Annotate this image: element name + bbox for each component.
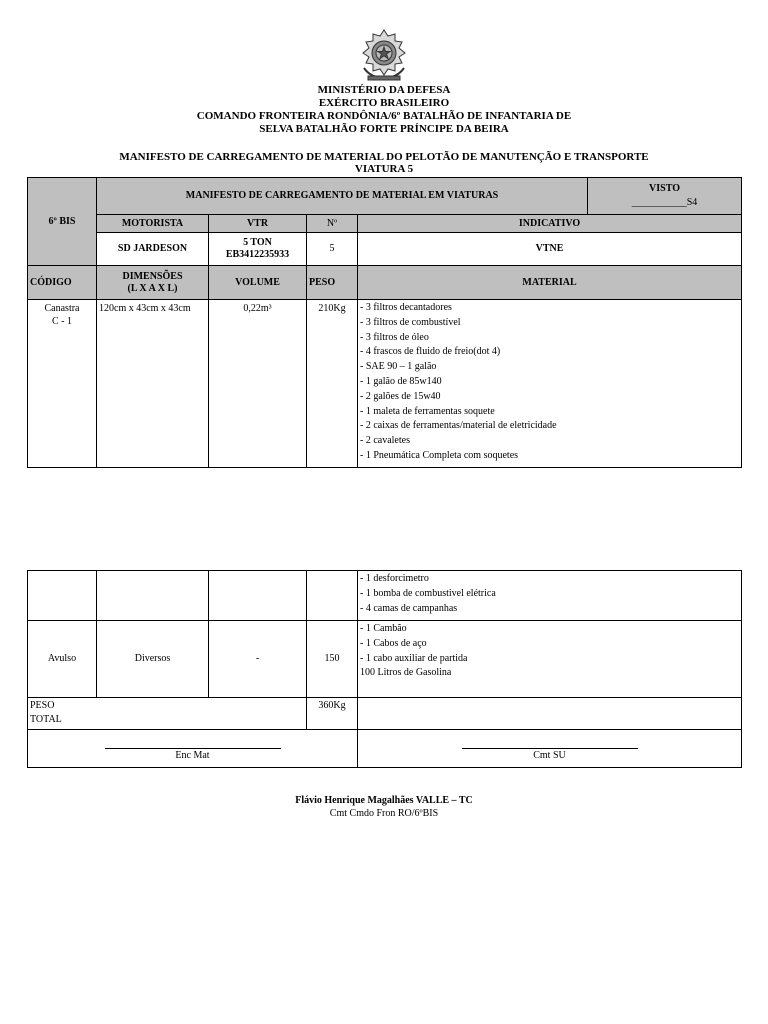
empty-cell xyxy=(209,571,307,621)
peso-total-label xyxy=(28,698,307,730)
material-item: - 4 frascos de fluido de freio(dot 4) xyxy=(360,346,501,358)
empty-cell xyxy=(358,698,742,730)
empty-cell xyxy=(307,571,358,621)
total-row xyxy=(28,698,742,730)
visto-label: VISTO xyxy=(649,183,680,194)
signatory-name: Flávio Henrique Magalhães VALLE – TC xyxy=(295,795,473,806)
col-material: MATERIAL xyxy=(358,266,742,300)
signature-label: Cmt SU xyxy=(533,750,566,761)
material-item: - 1 maleta de ferramentas soquete xyxy=(360,405,495,417)
signature-enc-mat xyxy=(28,730,358,768)
motorista-value: SD JARDESON xyxy=(97,233,209,266)
material-item: - 1 Cambão xyxy=(360,623,407,634)
header-command: COMANDO FRONTEIRA RONDÔNIA/6º BATALHÃO DE INFANTARIA DE xyxy=(196,110,572,122)
dimensoes-value: 120cm x 43cm x 43cm xyxy=(97,300,209,468)
col-vtr: VTR xyxy=(209,215,307,233)
unit-cell: 6º BIS xyxy=(28,178,97,266)
material-item: - 1 Cabos de aço xyxy=(360,637,427,649)
avulso-dimensoes: Diversos xyxy=(97,621,209,698)
header-army: EXÉRCITO BRASILEIRO xyxy=(318,97,450,109)
material-item: - 2 galões de 15w40 xyxy=(360,390,441,402)
indicativo-value: VTNE xyxy=(358,233,742,266)
signatory-role: Cmt Cmdo Fron RO/6ºBIS xyxy=(329,808,439,819)
col-dimensoes-label: DIMENSÕES xyxy=(122,270,183,282)
col-peso: PESO xyxy=(307,266,358,300)
manifest-table-continued xyxy=(27,570,742,768)
empty-cell xyxy=(28,571,97,621)
col-motorista: MOTORISTA xyxy=(97,215,209,233)
avulso-codigo: Avulso xyxy=(28,621,97,698)
codigo-line1: Canastra xyxy=(44,303,80,314)
volume-value: 0,22m³ xyxy=(209,300,307,468)
material-item: 100 Litros de Gasolina xyxy=(360,667,452,679)
col-indicativo: INDICATIVO xyxy=(358,215,742,233)
empty-cell xyxy=(97,571,209,621)
material-item: - SAE 90 – 1 galão xyxy=(360,361,437,373)
vtr-value xyxy=(209,233,307,266)
col-codigo: CÓDIGO xyxy=(28,266,97,300)
material-list xyxy=(358,300,742,468)
material-item: - 4 camas de campanhas xyxy=(360,602,458,614)
material-list-continued xyxy=(358,571,742,621)
material-item: - 1 cabo auxiliar de partida xyxy=(360,652,468,664)
vtr-type: 5 TON xyxy=(243,237,272,248)
visto-cell xyxy=(588,178,742,215)
avulso-material-list xyxy=(358,621,742,698)
table-row xyxy=(28,300,742,468)
col-dimensoes xyxy=(97,266,209,300)
material-item: - 1 galão de 85w140 xyxy=(360,375,442,387)
material-item: - 1 bomba de combustivel elétrica xyxy=(360,587,496,599)
avulso-volume: - xyxy=(209,621,307,698)
peso-total-line2: TOTAL xyxy=(30,714,62,725)
material-item: - 3 filtros decantadores xyxy=(360,302,452,313)
peso-value: 210Kg xyxy=(307,300,358,468)
material-item: - 1 desforcimetro xyxy=(360,573,429,584)
table-row xyxy=(28,571,742,621)
material-item: - 3 filtros de óleo xyxy=(360,331,429,343)
material-item: - 2 cavaletes xyxy=(360,435,410,447)
document-title: MANIFESTO DE CARREGAMENTO DE MATERIAL DO PELOTÃO DE MANUTENÇÃO E TRANSPORTE xyxy=(119,151,649,163)
manifest-table xyxy=(27,177,742,468)
col-dimensoes-format: (L X A X L) xyxy=(127,282,178,294)
material-item: - 3 filtros de combustível xyxy=(360,316,461,328)
col-numero: Nº xyxy=(307,215,358,233)
avulso-peso: 150 xyxy=(307,621,358,698)
vtr-registration: EB3412235933 xyxy=(225,249,290,260)
numero-value: 5 xyxy=(307,233,358,266)
peso-total-line1: PESO xyxy=(30,700,55,711)
signature-cmt-su xyxy=(358,730,742,768)
signature-row xyxy=(28,730,742,768)
codigo-value xyxy=(28,300,97,468)
material-item: - 1 Pneumática Completa com soquetes xyxy=(360,449,519,461)
table-banner: MANIFESTO DE CARREGAMENTO DE MATERIAL EM VIATURAS xyxy=(97,178,588,215)
codigo-line2: C - 1 xyxy=(52,316,72,327)
table-row xyxy=(28,621,742,698)
signature-label: Enc Mat xyxy=(175,750,210,761)
header-battalion: SELVA BATALHÃO FORTE PRÍNCIPE DA BEIRA xyxy=(259,123,509,135)
header-ministry: MINISTÉRIO DA DEFESA xyxy=(317,84,451,96)
coat-of-arms-emblem xyxy=(358,28,410,82)
document-subtitle: VIATURA 5 xyxy=(354,163,414,175)
col-volume: VOLUME xyxy=(209,266,307,300)
peso-total-value: 360Kg xyxy=(307,698,358,730)
visto-signature: ___________S4 xyxy=(631,197,698,208)
material-item: - 2 caixas de ferramentas/material de eletricidade xyxy=(360,420,557,432)
